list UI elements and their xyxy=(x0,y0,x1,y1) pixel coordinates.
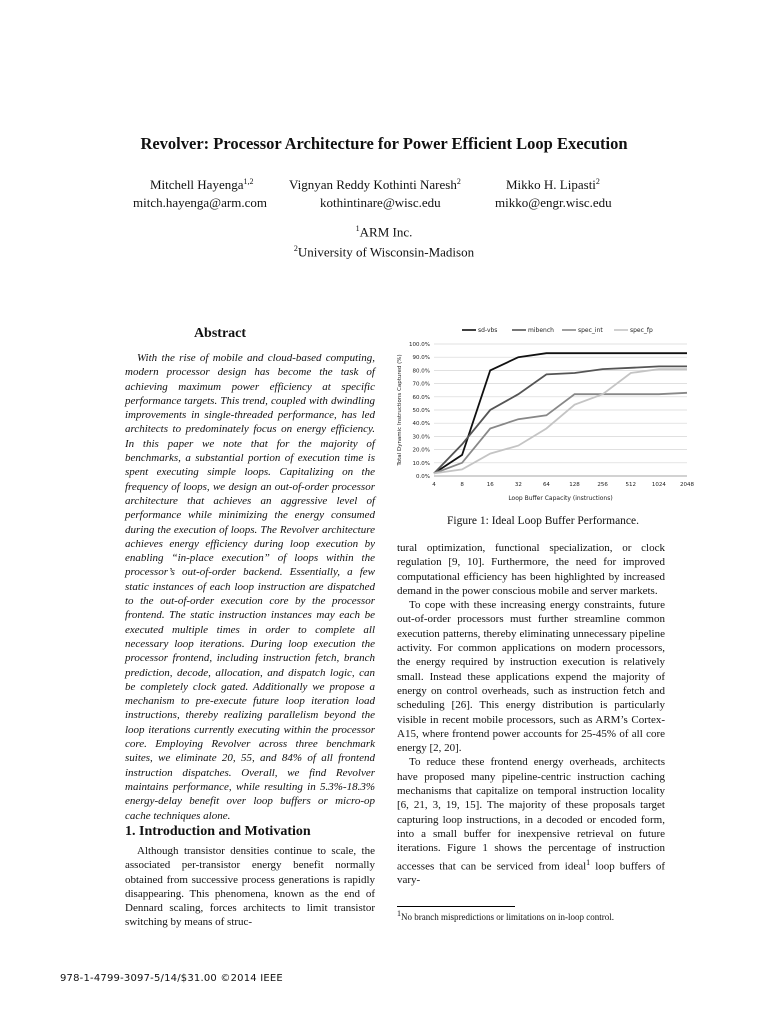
paragraph: To cope with these increasing energy constraints, future out-of-order processors must further streamline common execution patterns, thereby eliminating unnecessary pipeline activity. For common applications on modern processors, the energy required by instruction execution is relatively small. Instead these applications expend the majority of energy on control overheads, such as instruction fetch and scheduling [26]. This energy distribution is particularly visible in recent mobile processors, such as ARM’s Cortex-A15, where frontend power accounts for 25-45% of all core energy [2, 20]. xyxy=(397,599,665,755)
footnote-marker[interactable]: 1 xyxy=(586,857,591,867)
legend-label-spec_fp: spec_fp xyxy=(630,327,653,334)
paragraph: To reduce these frontend energy overheads, architects have proposed many pipeline-centric instruction caching mechanisms that capitalize on temporal instruction locality [6, 21, 3, 19, 15]. The majority of these proposals target capturing loop instructions, in a decoded or encoded form, into a small buffer for inexpensive retrieval on future iterations. Figure 1 shows the percentage of instruction accesses that can be serviced from ideal$^1$ loop buffers of vary- xyxy=(397,756,665,887)
email-2[interactable]: kothintinare@wisc.edu xyxy=(320,195,441,210)
abstract-text: With the rise of mobile and cloud-based computing, modern processor design has become the task of achieving maximum power efficiency at specific performance targets. This trend, coupled with dwindling improvements in single-threaded performance, has led architects to predominately focus on energy efficiency. In this paper we note that for the majority of benchmarks, a substantial portion of execution time is spent executing simple loops. Capitalizing on the frequency of loops, we design an out-of-order processor architecture that achieves an aggressive level of performance while minimizing the energy consumed during the execution of loops. The Revolver architecture achieves energy efficiency during loop execution by enabling “in-place execution” of loops within the processor’s out-of-order backend. Essentially, a few static instances of each loop instruction are dispatched to the out-of-order execution core by the processor frontend. The static instruction instances may each be executed multiple times in order to complete all necessary loop iterations. During loop execution the processor frontend, including instruction fetch, branch prediction, decode, allocation, and dispatch logic, can be completely clock gated. Additionally we propose a mechanism to pre-execute future loop iteration load instructions, thereby realizing parallelism beyond the loop iterations currently executing within the processor core. Employing Revolver across three benchmark suites, we eliminate 20, 55, and 84% of all frontend instruction dispatches. Overall, we find Revolver maintains performance, while resulting in 5.3%-18.3% energy-delay benefit over loop buffers or micro-op cache techniques alone. xyxy=(125,352,375,822)
legend-label-mibench: mibench xyxy=(528,327,554,334)
paragraph: tural optimization, functional specialization, or clock regulation [9, 10]. Furthermore, the need for improved computational efficiency has been highlighted by increased demand in the power conscious mobile and server markets. xyxy=(397,542,665,597)
email-3[interactable]: mikko@engr.wisc.edu xyxy=(495,195,612,210)
legend-label-sd-vbs: sd-vbs xyxy=(478,327,498,334)
y-tick-label: 30.0% xyxy=(412,434,430,441)
legend-label-spec_int: spec_int xyxy=(578,327,603,334)
x-tick-label: 4 xyxy=(432,482,436,488)
series-line-spec_fp xyxy=(434,369,687,473)
paper-title: Revolver: Processor Architecture for Power Efficient Loop Execution xyxy=(140,134,628,153)
section-heading-introduction: 1. Introduction and Motivation xyxy=(125,824,311,839)
author-2: Vignyan Reddy Kothinti Naresh$^2$ xyxy=(289,177,461,193)
x-tick-label: 128 xyxy=(569,482,580,488)
series-line-mibench xyxy=(434,366,687,473)
x-tick-label: 8 xyxy=(460,482,464,488)
x-tick-label: 32 xyxy=(514,482,522,488)
x-tick-label: 64 xyxy=(542,482,550,488)
loop-buffer-chart xyxy=(392,322,692,504)
y-tick-label: 60.0% xyxy=(412,394,430,401)
y-tick-label: 100.0% xyxy=(409,342,430,348)
footnote-divider xyxy=(397,906,515,907)
y-axis-label: Total Dynamic Instructions Captured (%) xyxy=(397,354,403,466)
x-axis-label: Loop Buffer Capacity (instructions) xyxy=(508,495,613,502)
y-tick-label: 50.0% xyxy=(412,408,430,414)
y-tick-label: 20.0% xyxy=(412,447,430,454)
y-tick-label: 40.0% xyxy=(412,421,430,428)
x-tick-label: 256 xyxy=(597,482,608,488)
affiliation-1: $^1$ARM Inc. xyxy=(355,224,413,240)
y-tick-label: 70.0% xyxy=(412,381,430,388)
x-tick-label: 16 xyxy=(486,482,494,488)
author-1: Mitchell Hayenga$^{1,2}$ xyxy=(150,177,254,193)
y-tick-label: 10.0% xyxy=(412,460,430,467)
x-tick-label: 1024 xyxy=(651,482,666,488)
y-tick-label: 80.0% xyxy=(412,368,430,375)
email-1[interactable]: mitch.hayenga@arm.com xyxy=(133,195,267,210)
x-tick-label: 512 xyxy=(625,482,637,488)
right-column-text xyxy=(397,541,665,888)
affiliation-2: $^2$University of Wisconsin-Madison xyxy=(293,244,475,260)
copyright-footer: 978-1-4799-3097-5/14/$31.00 ©2014 IEEE xyxy=(60,973,283,984)
footnote: $^1$No branch mispredictions or limitations on in-loop control. xyxy=(397,909,614,922)
y-tick-label: 90.0% xyxy=(412,355,430,362)
y-tick-label: 0.0% xyxy=(416,474,430,480)
abstract-heading: Abstract xyxy=(193,326,247,341)
figure-1-chart xyxy=(392,322,692,504)
figure-caption: Figure 1: Ideal Loop Buffer Performance. xyxy=(446,515,640,527)
x-tick-label: 2048 xyxy=(680,482,694,488)
intro-paragraph: Although transistor densities continue to scale, the associated per-transistor energy benefit normally obtained from successive process generations is rapidly disappearing. This phenomena, known as the end of Dennard scaling, forces architects to limit transistor switching by means of struc- xyxy=(125,845,375,929)
author-3: Mikko H. Lipasti$^2$ xyxy=(506,177,600,193)
